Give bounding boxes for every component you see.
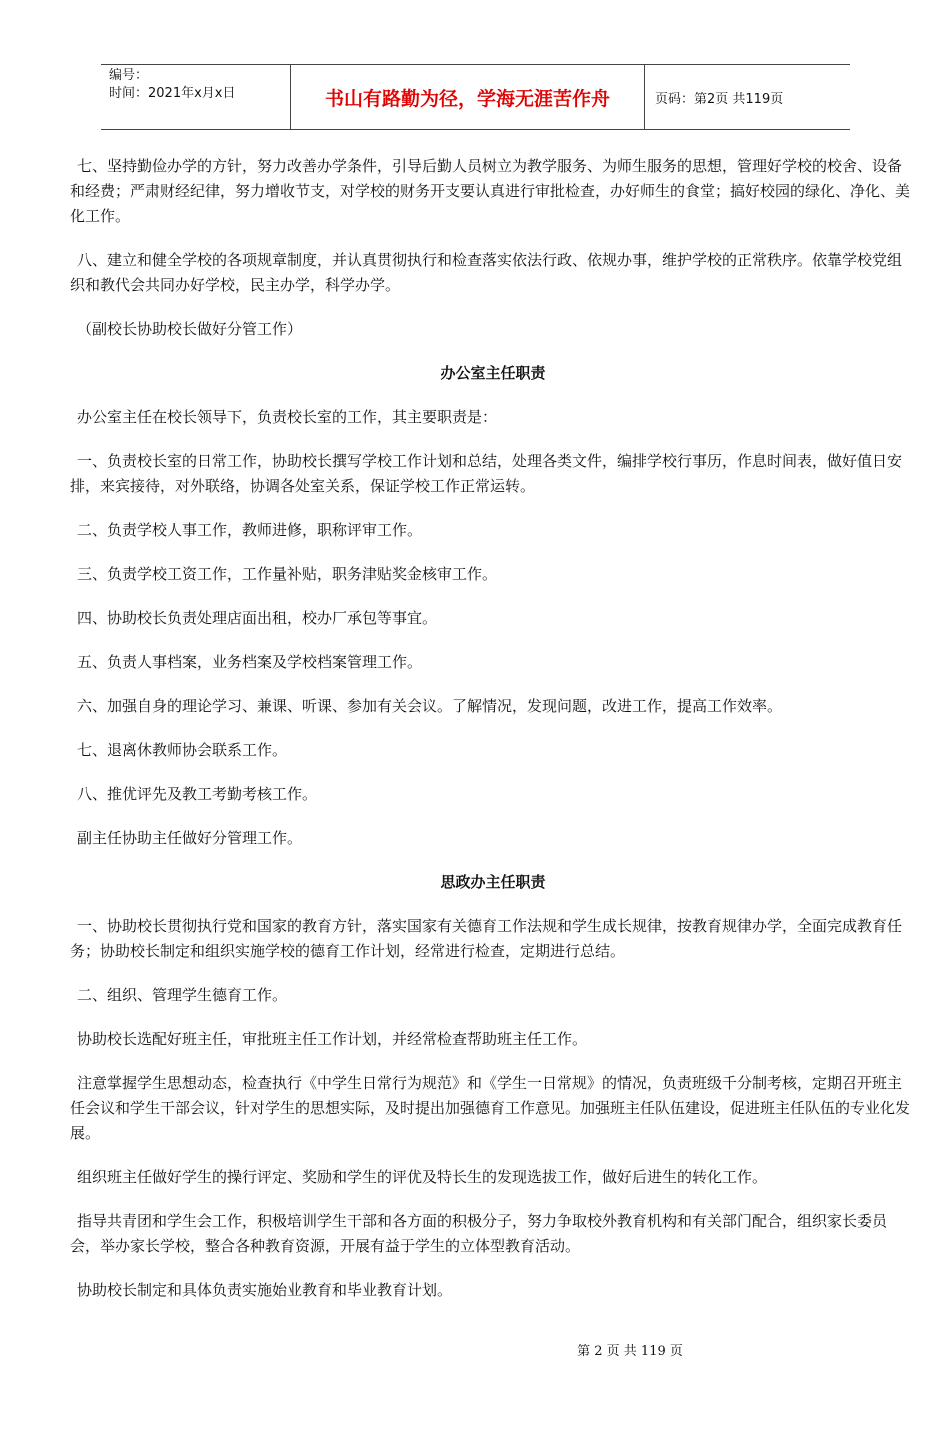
paragraph: 副主任协助主任做好分管理工作。: [77, 829, 303, 847]
paragraph: 八、推优评先及教工考勤考核工作。: [77, 785, 318, 803]
paragraph: 一、负责校长室的日常工作，协助校长撰写学校工作计划和总结，处理各类文件，编排学校行事历，作息时间表，做好值日安排，来宾接待，对外联络，协调各处室关系，保证学校工作正常运转。: [70, 452, 903, 495]
paragraph: 八、建立和健全学校的各项规章制度，并认真贯彻执行和检查落实依法行政、依规办事，维护学校的正常秩序。依靠学校党组织和教代会共同办好学校，民主办学，科学办学。: [70, 251, 903, 294]
header-page-info: 页码：第2页 共119页: [655, 91, 784, 107]
paragraph: 指导共青团和学生会工作，积极培训学生干部和各方面的积极分子，努力争取校外教育机构和有关部门配合，组织家长委员会，举办家长学校，整合各种教育资源，开展有益于学生的立体型教育活动。: [70, 1212, 888, 1255]
paragraph: 二、组织、管理学生德育工作。: [77, 986, 288, 1004]
paragraph: （副校长协助校长做好分管工作）: [77, 320, 303, 338]
paragraph: 协助校长选配好班主任，审批班主任工作计划，并经常检查帮助班主任工作。: [77, 1030, 588, 1048]
document-time-label: 时间：2021年x月x日: [109, 86, 236, 101]
paragraph: 注意掌握学生思想动态，检查执行《中学生日常行为规范》和《学生一日常规》的情况，负责班级千分制考核，定期召开班主任会议和学生干部会议，针对学生的思想实际，及时提出加强德育工作意见。加强班主任队伍建设，促进班主任队伍的专业化发展。: [70, 1074, 911, 1142]
paragraph: 协助校长制定和具体负责实施始业教育和毕业教育计划。: [77, 1281, 453, 1299]
document-body: [70, 154, 916, 1322]
paragraph: 四、协助校长负责处理店面出租，校办厂承包等事宜。: [77, 609, 438, 627]
paragraph: 二、负责学校人事工作，教师进修，职称评审工作。: [77, 521, 423, 539]
paragraph: 组织班主任做好学生的操行评定、奖励和学生的评优及特长生的发现选拔工作，做好后进生的转化工作。: [77, 1168, 768, 1186]
document-number-label: 编号：: [109, 68, 149, 83]
page-header: [101, 64, 850, 130]
header-meta: [101, 65, 291, 129]
paragraph: 一、协助校长贯彻执行党和国家的教育方针，落实国家有关德育工作法规和学生成长规律，按教育规律办学，全面完成教育任务；协助校长制定和组织实施学校的德育工作计划，经常进行检查，定期进行总结。: [70, 917, 903, 960]
paragraph: 五、负责人事档案，业务档案及学校档案管理工作。: [77, 653, 423, 671]
page-footer: 第 2 页 共 119 页: [577, 1344, 683, 1359]
paragraph: 三、负责学校工资工作，工作量补贴，职务津贴奖金核审工作。: [77, 565, 498, 583]
paragraph: 七、退离休教师协会联系工作。: [77, 741, 288, 759]
section-heading: 思政办主任职责: [440, 873, 546, 891]
paragraph: 办公室主任在校长领导下，负责校长室的工作，其主要职责是：: [77, 408, 498, 426]
paragraph: 六、加强自身的理论学习、兼课、听课、参加有关会议。了解情况，发现问题，改进工作，提高工作效率。: [77, 697, 783, 715]
paragraph: 七、坚持勤俭办学的方针，努力改善办学条件，引导后勤人员树立为教学服务、为师生服务的思想，管理好学校的校舍、设备和经费；严肃财经纪律，努力增收节支，对学校的财务开支要认真进行审批检查，办好师生的食堂；搞好校园的绿化、净化、美化工作。: [70, 157, 911, 225]
header-motto: 书山有路勤为径，学海无涯苦作舟: [291, 65, 645, 129]
section-heading: 办公室主任职责: [440, 364, 546, 382]
